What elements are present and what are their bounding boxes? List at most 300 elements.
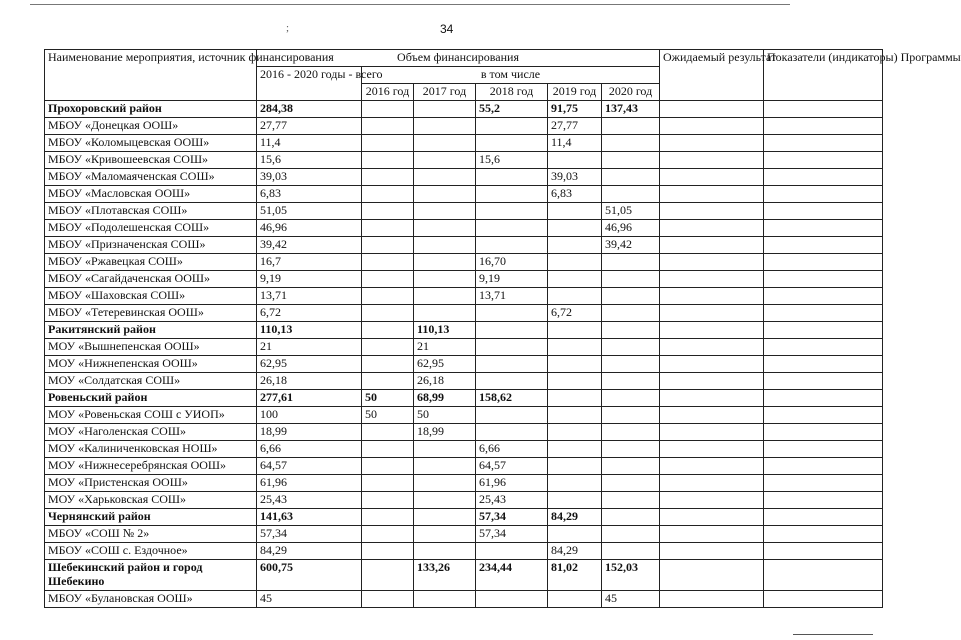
cell-2017 — [414, 458, 476, 475]
cell-name: МБОУ «Масловская ООШ» — [45, 186, 257, 203]
cell-2018 — [476, 356, 548, 373]
cell-name: Чернянский район — [45, 509, 257, 526]
cell-indicators — [764, 305, 883, 322]
cell-total: 46,96 — [257, 220, 362, 237]
financing-table — [44, 49, 961, 608]
cell-2020 — [602, 254, 660, 271]
cell-2019 — [548, 288, 602, 305]
cell-2019 — [548, 492, 602, 509]
table-row — [45, 356, 883, 373]
cell-2016 — [362, 560, 414, 591]
table-row — [45, 526, 883, 543]
cell-name: МБОУ «Плотавская СОШ» — [45, 203, 257, 220]
cell-2020 — [602, 526, 660, 543]
cell-result — [660, 339, 764, 356]
cell-2016 — [362, 271, 414, 288]
cell-2019 — [548, 152, 602, 169]
cell-total: 100 — [257, 407, 362, 424]
page-number: 34 — [440, 22, 454, 36]
table-row — [45, 220, 883, 237]
cell-2019 — [548, 441, 602, 458]
cell-name: МБОУ «Маломаяченская СОШ» — [45, 169, 257, 186]
cell-total: 284,38 — [257, 101, 362, 118]
cell-2016 — [362, 203, 414, 220]
cell-2017 — [414, 526, 476, 543]
cell-2017 — [414, 101, 476, 118]
cell-indicators — [764, 101, 883, 118]
cell-2019 — [548, 237, 602, 254]
cell-2017 — [414, 203, 476, 220]
cell-2016 — [362, 152, 414, 169]
header-indicators: Показатели (индикаторы) Программы — [764, 50, 883, 101]
cell-2017 — [414, 169, 476, 186]
cell-2018 — [476, 118, 548, 135]
cell-2019 — [548, 373, 602, 390]
cell-indicators — [764, 203, 883, 220]
cell-result — [660, 186, 764, 203]
cell-2016 — [362, 526, 414, 543]
cell-result — [660, 271, 764, 288]
cell-indicators — [764, 169, 883, 186]
cell-2019: 39,03 — [548, 169, 602, 186]
cell-total: 57,34 — [257, 526, 362, 543]
cell-2017 — [414, 543, 476, 560]
cell-total: 9,19 — [257, 271, 362, 288]
cell-result — [660, 220, 764, 237]
cell-result — [660, 101, 764, 118]
cell-result — [660, 152, 764, 169]
cell-2017 — [414, 492, 476, 509]
cell-2016 — [362, 424, 414, 441]
bottom-rule — [793, 634, 873, 635]
cell-2016 — [362, 339, 414, 356]
cell-2020 — [602, 118, 660, 135]
cell-indicators — [764, 220, 883, 237]
cell-2020 — [602, 424, 660, 441]
cell-2018 — [476, 186, 548, 203]
cell-name: МБОУ «Кривошеевская СОШ» — [45, 152, 257, 169]
cell-name: МБОУ «Сагайдаченская ООШ» — [45, 271, 257, 288]
cell-2018 — [476, 339, 548, 356]
cell-result — [660, 373, 764, 390]
cell-2017 — [414, 441, 476, 458]
cell-2016 — [362, 101, 414, 118]
cell-name: МБОУ «Коломыцевская ООШ» — [45, 135, 257, 152]
cell-2019: 91,75 — [548, 101, 602, 118]
cell-2019: 84,29 — [548, 543, 602, 560]
table-row — [45, 135, 883, 152]
cell-result — [660, 305, 764, 322]
cell-result — [660, 135, 764, 152]
table-row — [45, 560, 883, 591]
header-2020: 2020 год — [602, 84, 660, 101]
cell-2018 — [476, 407, 548, 424]
cell-2020 — [602, 458, 660, 475]
cell-name: МБОУ «Тетеревинская ООШ» — [45, 305, 257, 322]
cell-2016 — [362, 543, 414, 560]
cell-2020 — [602, 373, 660, 390]
cell-result — [660, 322, 764, 339]
cell-2018: 16,70 — [476, 254, 548, 271]
cell-2020 — [602, 407, 660, 424]
cell-2016 — [362, 458, 414, 475]
cell-indicators — [764, 475, 883, 492]
cell-2019 — [548, 220, 602, 237]
cell-2018: 9,19 — [476, 271, 548, 288]
cell-2017: 21 — [414, 339, 476, 356]
cell-2017 — [414, 237, 476, 254]
cell-indicators — [764, 543, 883, 560]
header-2019: 2019 год — [548, 84, 602, 101]
cell-total: 277,61 — [257, 390, 362, 407]
cell-indicators — [764, 339, 883, 356]
cell-2020: 137,43 — [602, 101, 660, 118]
cell-2020 — [602, 356, 660, 373]
top-rule — [30, 4, 790, 5]
cell-name: МОУ «Харьковская СОШ» — [45, 492, 257, 509]
cell-2019 — [548, 475, 602, 492]
cell-indicators — [764, 135, 883, 152]
cell-name: МБОУ «Ржавецкая СОШ» — [45, 254, 257, 271]
cell-total: 141,63 — [257, 509, 362, 526]
table-row — [45, 237, 883, 254]
cell-2018 — [476, 135, 548, 152]
cell-name: Ровеньский район — [45, 390, 257, 407]
header-incl: в том числе — [362, 67, 660, 84]
table-row — [45, 591, 883, 608]
cell-2018: 234,44 — [476, 560, 548, 591]
cell-2020 — [602, 305, 660, 322]
cell-2016 — [362, 220, 414, 237]
cell-name: МОУ «Калиниченковская НОШ» — [45, 441, 257, 458]
cell-indicators — [764, 322, 883, 339]
cell-name: МБОУ «Донецкая ООШ» — [45, 118, 257, 135]
cell-2016 — [362, 475, 414, 492]
cell-name: Прохоровский район — [45, 101, 257, 118]
cell-2016 — [362, 356, 414, 373]
cell-2020 — [602, 339, 660, 356]
cell-result — [660, 458, 764, 475]
cell-total: 600,75 — [257, 560, 362, 591]
cell-2016 — [362, 288, 414, 305]
table-row — [45, 101, 883, 118]
cell-2019: 81,02 — [548, 560, 602, 591]
cell-indicators — [764, 254, 883, 271]
cell-2019 — [548, 203, 602, 220]
cell-result — [660, 509, 764, 526]
cell-total: 6,83 — [257, 186, 362, 203]
cell-name: МБОУ «Подолешенская СОШ» — [45, 220, 257, 237]
cell-2017 — [414, 591, 476, 608]
cell-2016: 50 — [362, 390, 414, 407]
cell-2018 — [476, 237, 548, 254]
cell-2017 — [414, 271, 476, 288]
cell-2017 — [414, 475, 476, 492]
cell-2018 — [476, 322, 548, 339]
cell-result — [660, 543, 764, 560]
cell-2016 — [362, 492, 414, 509]
cell-2019 — [548, 356, 602, 373]
cell-name: МБОУ «Призначенская СОШ» — [45, 237, 257, 254]
cell-2017: 110,13 — [414, 322, 476, 339]
cell-total: 13,71 — [257, 288, 362, 305]
cell-2020 — [602, 441, 660, 458]
cell-2016 — [362, 135, 414, 152]
cell-indicators — [764, 509, 883, 526]
cell-indicators — [764, 560, 883, 591]
cell-2018 — [476, 591, 548, 608]
table-row — [45, 186, 883, 203]
cell-2018 — [476, 220, 548, 237]
table-row — [45, 152, 883, 169]
cell-indicators — [764, 526, 883, 543]
table-row — [45, 475, 883, 492]
cell-indicators — [764, 118, 883, 135]
cell-2020 — [602, 271, 660, 288]
cell-name: МОУ «Вышнепенская ООШ» — [45, 339, 257, 356]
header-2018: 2018 год — [476, 84, 548, 101]
cell-2020: 46,96 — [602, 220, 660, 237]
cell-2017: 50 — [414, 407, 476, 424]
cell-2018: 61,96 — [476, 475, 548, 492]
cell-result — [660, 591, 764, 608]
cell-total: 84,29 — [257, 543, 362, 560]
cell-name: МОУ «Солдатская СОШ» — [45, 373, 257, 390]
cell-2018: 57,34 — [476, 509, 548, 526]
cell-total: 45 — [257, 591, 362, 608]
cell-indicators — [764, 288, 883, 305]
table-row — [45, 118, 883, 135]
cell-2019: 27,77 — [548, 118, 602, 135]
cell-2018: 64,57 — [476, 458, 548, 475]
table-row — [45, 169, 883, 186]
cell-name: МОУ «Наголенская СОШ» — [45, 424, 257, 441]
table-row — [45, 509, 883, 526]
cell-2016 — [362, 118, 414, 135]
cell-2019: 84,29 — [548, 509, 602, 526]
cell-2020 — [602, 288, 660, 305]
cell-name: МБОУ «Шаховская СОШ» — [45, 288, 257, 305]
cell-2019 — [548, 322, 602, 339]
table-row — [45, 458, 883, 475]
header-2016: 2016 год — [362, 84, 414, 101]
cell-2018 — [476, 543, 548, 560]
cell-2020 — [602, 390, 660, 407]
cell-total: 25,43 — [257, 492, 362, 509]
cell-2018 — [476, 203, 548, 220]
table-body — [45, 101, 883, 608]
cell-indicators — [764, 152, 883, 169]
cell-2020: 39,42 — [602, 237, 660, 254]
cell-indicators — [764, 441, 883, 458]
cell-name: МБОУ «СОШ с. Ездочное» — [45, 543, 257, 560]
cell-2019 — [548, 424, 602, 441]
cell-2018 — [476, 305, 548, 322]
cell-result — [660, 407, 764, 424]
cell-2020 — [602, 322, 660, 339]
cell-2019: 6,83 — [548, 186, 602, 203]
cell-name: Шебекинский район и город Шебекино — [45, 560, 257, 591]
cell-2019 — [548, 254, 602, 271]
cell-2019 — [548, 339, 602, 356]
cell-2018: 57,34 — [476, 526, 548, 543]
cell-2017: 26,18 — [414, 373, 476, 390]
table-row — [45, 305, 883, 322]
table-row — [45, 288, 883, 305]
header-name: Наименование мероприятия, источник финансирования — [45, 50, 257, 101]
cell-total: 15,6 — [257, 152, 362, 169]
cell-2017 — [414, 305, 476, 322]
cell-2020 — [602, 186, 660, 203]
cell-name: МОУ «Нижнесеребрянская ООШ» — [45, 458, 257, 475]
cell-total: 18,99 — [257, 424, 362, 441]
cell-result — [660, 169, 764, 186]
table-row — [45, 271, 883, 288]
table-row — [45, 492, 883, 509]
cell-2017 — [414, 288, 476, 305]
header-volume: Объем финансирования — [257, 50, 660, 67]
table-row — [45, 373, 883, 390]
cell-2019 — [548, 526, 602, 543]
table-row — [45, 441, 883, 458]
cell-2020: 152,03 — [602, 560, 660, 591]
header-total: 2016 - 2020 годы - всего — [257, 67, 362, 101]
cell-2018: 25,43 — [476, 492, 548, 509]
cell-indicators — [764, 237, 883, 254]
cell-2020 — [602, 543, 660, 560]
cell-result — [660, 475, 764, 492]
cell-result — [660, 424, 764, 441]
table-row — [45, 203, 883, 220]
table-row — [45, 254, 883, 271]
cell-2017 — [414, 152, 476, 169]
cell-result — [660, 118, 764, 135]
table-row — [45, 322, 883, 339]
cell-result — [660, 237, 764, 254]
cell-indicators — [764, 271, 883, 288]
cell-2020 — [602, 492, 660, 509]
cell-total: 61,96 — [257, 475, 362, 492]
cell-2020 — [602, 509, 660, 526]
cell-total: 51,05 — [257, 203, 362, 220]
cell-2018 — [476, 373, 548, 390]
cell-indicators — [764, 390, 883, 407]
cell-2016 — [362, 509, 414, 526]
cell-2019: 6,72 — [548, 305, 602, 322]
cell-2019 — [548, 407, 602, 424]
cell-result — [660, 441, 764, 458]
cell-2016 — [362, 305, 414, 322]
cell-2019 — [548, 458, 602, 475]
cell-2017: 62,95 — [414, 356, 476, 373]
cell-indicators — [764, 356, 883, 373]
cell-result — [660, 356, 764, 373]
cell-name: МБОУ «СОШ № 2» — [45, 526, 257, 543]
table-row — [45, 424, 883, 441]
table-row — [45, 390, 883, 407]
cell-2020: 51,05 — [602, 203, 660, 220]
cell-total: 26,18 — [257, 373, 362, 390]
cell-indicators — [764, 492, 883, 509]
cell-result — [660, 288, 764, 305]
cell-total: 110,13 — [257, 322, 362, 339]
cell-total: 27,77 — [257, 118, 362, 135]
cell-total: 11,4 — [257, 135, 362, 152]
cell-2017: 68,99 — [414, 390, 476, 407]
cell-2018: 13,71 — [476, 288, 548, 305]
header-2017: 2017 год — [414, 84, 476, 101]
cell-name: МОУ «Нижнепенская ООШ» — [45, 356, 257, 373]
cell-name: МБОУ «Булановская ООШ» — [45, 591, 257, 608]
cell-2019 — [548, 271, 602, 288]
cell-2017 — [414, 186, 476, 203]
cell-total: 6,72 — [257, 305, 362, 322]
cell-2017 — [414, 254, 476, 271]
cell-indicators — [764, 458, 883, 475]
cell-2017 — [414, 118, 476, 135]
cell-result — [660, 492, 764, 509]
cell-result — [660, 526, 764, 543]
table-row — [45, 543, 883, 560]
cell-total: 64,57 — [257, 458, 362, 475]
cell-name: МОУ «Ровеньская СОШ с УИОП» — [45, 407, 257, 424]
cell-2018: 6,66 — [476, 441, 548, 458]
cell-2016 — [362, 373, 414, 390]
cell-2018: 158,62 — [476, 390, 548, 407]
cell-2017 — [414, 220, 476, 237]
cell-2018: 15,6 — [476, 152, 548, 169]
cell-indicators — [764, 407, 883, 424]
cell-2016 — [362, 237, 414, 254]
cell-2016 — [362, 441, 414, 458]
cell-2020 — [602, 135, 660, 152]
table-row — [45, 339, 883, 356]
cell-result — [660, 390, 764, 407]
stray-mark: ; — [286, 22, 290, 34]
cell-2020: 45 — [602, 591, 660, 608]
cell-2016 — [362, 591, 414, 608]
cell-total: 6,66 — [257, 441, 362, 458]
cell-2020 — [602, 475, 660, 492]
cell-2018 — [476, 169, 548, 186]
cell-total: 16,7 — [257, 254, 362, 271]
cell-2018 — [476, 424, 548, 441]
cell-2017 — [414, 509, 476, 526]
cell-total: 39,42 — [257, 237, 362, 254]
cell-2016 — [362, 169, 414, 186]
cell-2020 — [602, 152, 660, 169]
cell-2017: 133,26 — [414, 560, 476, 591]
table-row — [45, 407, 883, 424]
cell-indicators — [764, 186, 883, 203]
cell-2017: 18,99 — [414, 424, 476, 441]
cell-name: Ракитянский район — [45, 322, 257, 339]
cell-2020 — [602, 169, 660, 186]
cell-result — [660, 560, 764, 591]
cell-2019 — [548, 390, 602, 407]
cell-2018: 55,2 — [476, 101, 548, 118]
cell-indicators — [764, 373, 883, 390]
cell-indicators — [764, 591, 883, 608]
cell-name: МОУ «Пристенская ООШ» — [45, 475, 257, 492]
cell-2016 — [362, 322, 414, 339]
cell-result — [660, 254, 764, 271]
cell-total: 39,03 — [257, 169, 362, 186]
cell-2017 — [414, 135, 476, 152]
cell-total: 21 — [257, 339, 362, 356]
cell-total: 62,95 — [257, 356, 362, 373]
cell-indicators — [764, 424, 883, 441]
